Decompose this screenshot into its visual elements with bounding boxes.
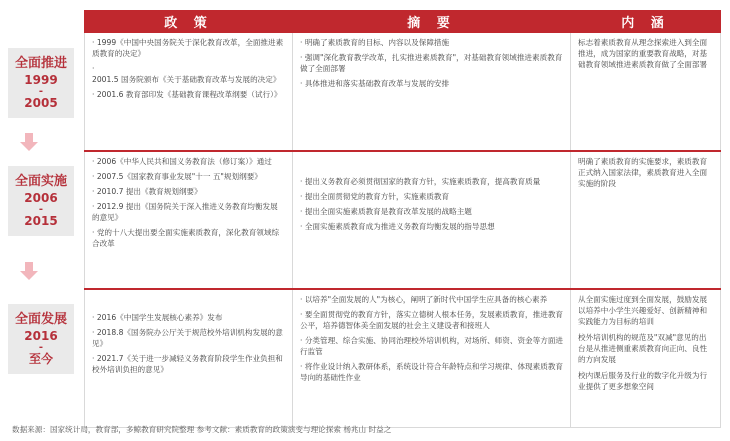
stage-year-dash: - [38,204,44,215]
stage-year-dash: - [38,342,44,353]
list-item: · 2012.9 提出《国务院关于深入推进义务教育均衡发展的意见》 [92,201,285,223]
stage-title: 全面推进 [14,56,67,71]
list-item: · 2007.5《国家教育事业发展"十一 五"规划纲要》 [92,171,285,182]
source-footer: 数据来源：国家统计局，教育部，多鲸教育研究院整理 参考文献：素质教育的政策演变与理论探索 杨兆山 时益之 [12,425,392,434]
list-item: · 提出全面实施素质教育是教育改革发展的战略主题 [300,206,563,217]
stage-year-end: 2015 [24,214,58,228]
stage-label-3 [8,304,74,374]
meaning-text: 从全面实施过度到全面发展，鼓励发展以培养中小学生兴趣爱好、创新精神和实践能力为目标的培训 [578,295,708,326]
table-row [85,289,721,427]
list-item: · 2021.7《关于进一步减轻义务教育阶段学生作业负担和校外培训负担的意见》 [92,353,285,375]
meaning-text: 明确了素质教育的实施要求，素质教育正式纳入国家法律，素质教育进入全面实施的阶段 [578,157,708,188]
list-item: · 党的十八大提出要全面实施素质教育，深化教育领域综合改革 [92,227,285,249]
stage-year-end: 2005 [24,96,58,110]
list-item: · 提出义务教育必须贯彻国家的教育方针，实施素质教育，提高教育质量 [300,176,563,187]
list-item: · 以培养"全面发展的人"为核心，阐明了新时代中国学生应具备的核心素养 [300,294,563,305]
list-item: · 2010.7 提出《教育规划纲要》 [92,186,285,197]
meaning-text: 标志着素质教育从理念探索进入到全面推进，成为国家的重要教育战略，对基础教育领域推进素质教育做了全面部署 [578,38,708,69]
list-item: · 2001.5 国务院颁布《关于基础教育改革与发展的决定》 [92,63,285,85]
summary-cell [293,289,571,427]
stage-label-2 [8,166,74,236]
meaning-cell [571,151,721,289]
table-row [85,151,721,289]
table-row [85,32,721,151]
list-item: · 将作业设计纳入教研体系，系统设计符合年龄特点和学习规律、体现素质教育导向的基础性作业 [300,361,563,383]
meaning-text: 校内课后服务及行业的数字化升级为行业提供了更多想象空间 [578,371,708,391]
policy-cell [85,151,293,289]
stage-title: 全面实施 [14,174,67,189]
stage-year-start: 2016 [24,329,58,343]
list-item: · 提出全面贯彻党的教育方针，实施素质教育 [300,191,563,202]
header-summary: 摘 要 [293,11,571,33]
list-item: · 2006《中华人民共和国义务教育法（修订案）》通过 [92,156,285,167]
stage-year-start: 1999 [24,73,58,87]
header-meaning: 内 涵 [571,11,721,33]
stage-label-1 [8,48,74,118]
header-policy: 政 策 [85,11,293,33]
list-item: · 具体推进和落实基础教育改革与发展的安排 [300,78,563,89]
stage-title: 全面发展 [14,312,67,327]
list-item: · 明确了素质教育的目标、内容以及保障措施 [300,37,563,48]
list-item: · 要全面贯彻党的教育方针，落实立德树人根本任务，发展素质教育，推进教育公平，培养德智体美全面发展的社会主义建设者和接班人 [300,309,563,331]
policy-cell [85,289,293,427]
stage-year-end: 至今 [28,352,53,366]
summary-cell [293,151,571,289]
stage-year-start: 2006 [24,191,58,205]
table-header-row [85,11,721,33]
list-item: · 分类管理、综合实施、协同治理校外培训机构，对场所、师资、资金等方面进行监管 [300,335,563,357]
meaning-cell [571,289,721,427]
policy-cell [85,32,293,151]
meaning-text: 校外培训机构的规范及"双减"意见的出台是从推进侧重素质教育向正向、良性的方向发展 [578,333,708,364]
list-item: · 2018.8《国务院办公厅关于规范校外培训机构发展的意见》 [92,327,285,349]
policy-table [84,10,721,428]
list-item: · 1999《中国中央国务院关于深化教育改革，全面推进素质教育的决定》 [92,37,285,59]
summary-cell [293,32,571,151]
list-item: · 全面实施素质教育成为推进义务教育均衡发展的指导思想 [300,221,563,232]
list-item: · 2016《中国学生发展核心素养》发布 [92,312,285,323]
meaning-cell [571,32,721,151]
stage-year-dash: - [38,86,44,97]
list-item: · 2001.6 教育部印发《基础教育课程改革纲要（试行）》 [92,89,285,100]
list-item: · 强调"深化教育教学改革，扎实推进素质教育"，对基础教育领域推进素质教育做了全面部署 [300,52,563,74]
